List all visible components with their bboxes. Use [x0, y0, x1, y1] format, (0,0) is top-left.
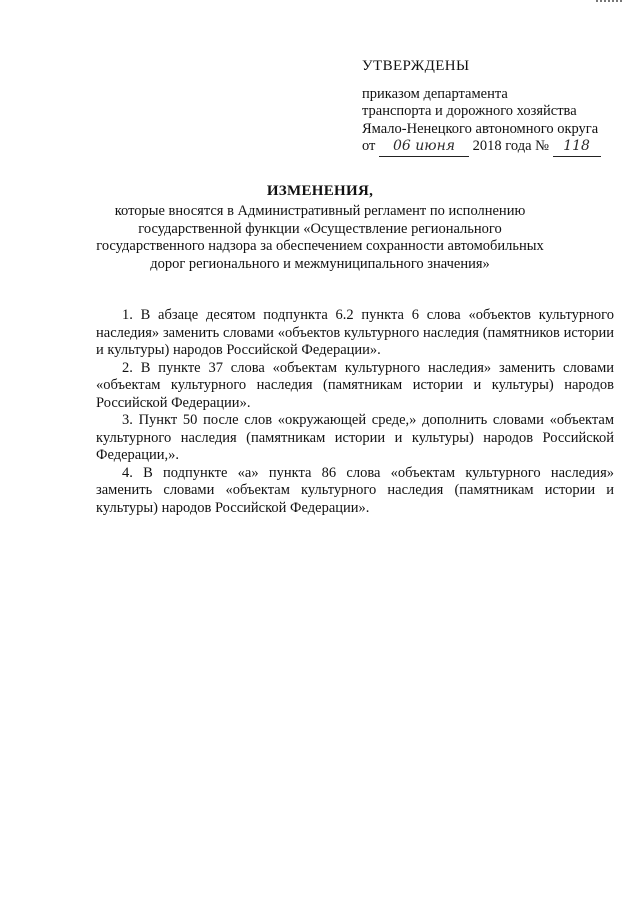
date-prefix: от: [362, 138, 376, 154]
year-text: 2018 года №: [472, 138, 549, 154]
handwritten-order-number: 118: [553, 138, 601, 157]
amendment-paragraph-2: 2. В пункте 37 слова «объектам культурного наследия» заменить словами «объектам культурного наследия (памятникам истории и культуры) народов Российской Федерации».: [96, 359, 614, 411]
amendments-list: [96, 307, 614, 517]
amendment-paragraph-1: 1. В абзаце десятом подпункта 6.2 пункта 6 слова «объектов культурного наследия» заменить словами «объектов культурного наследия (памятников истории и культуры) народов Российской Федерации».: [96, 307, 614, 358]
amendment-paragraph-4: 4. В подпункте «а» пункта 86 слова «объектам культурного наследия» заменить словами «объектам культурного наследия (памятникам истории и культуры) народов Российской Федерации».: [96, 464, 614, 516]
approval-title: УТВЕРЖДЕНЫ: [362, 58, 470, 74]
document-heading: ИЗМЕНЕНИЯ,: [266, 183, 374, 199]
approval-line-2: транспорта и дорожного хозяйства: [362, 103, 577, 119]
approval-line-1: приказом департамента: [362, 85, 508, 102]
approval-line-3: Ямало-Ненецкого автономного округа: [362, 120, 599, 137]
scan-corner-mark: [596, 0, 622, 6]
amendment-paragraph-3: 3. Пункт 50 после слов «окружающей среде,» дополнить словами «объектам культурного наследия (памятникам истории и культуры) народов Российской Федерации,».: [96, 412, 614, 463]
approval-block: [362, 58, 624, 157]
handwritten-date: 06 июня: [379, 138, 469, 157]
document-subtitle: которые вносятся в Административный регламент по исполнению государственной функции «Осуществление регионального государственного надзора за обеспечением сохранности автомобильных дорог регионального и межмуниципального значения»: [96, 203, 544, 272]
approval-date-line: [362, 138, 624, 157]
